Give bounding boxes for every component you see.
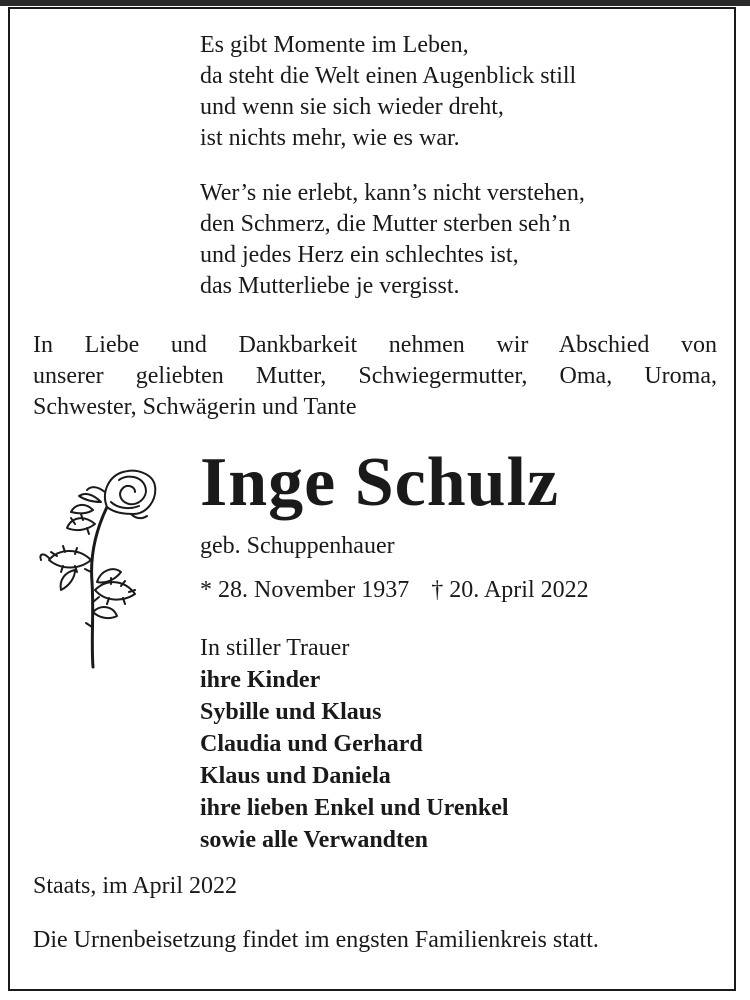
top-edge <box>0 0 750 6</box>
rose-icon <box>35 462 165 672</box>
mourner-line: Klaus und Daniela <box>200 763 391 789</box>
poem-line: Es gibt Momente im Leben, <box>200 32 469 58</box>
maiden-name: geb. Schuppenhauer <box>200 533 395 559</box>
poem-line: ist nichts mehr, wie es war. <box>200 125 460 151</box>
mourners-heading: In stiller Trauer <box>200 635 350 661</box>
intro-line: In Liebe und Dankbarkeit nehmen wir Abschied von <box>33 332 717 358</box>
mourner-line: ihre Kinder <box>200 667 321 693</box>
intro-line: Schwester, Schwägerin und Tante <box>33 394 357 420</box>
life-dates <box>200 577 589 604</box>
place-and-date: Staats, im April 2022 <box>33 873 237 899</box>
deceased-name: Inge Schulz <box>200 444 560 521</box>
mourner-line: ihre lieben Enkel und Urenkel <box>200 795 509 821</box>
poem-line: Wer’s nie erlebt, kann’s nicht verstehen, <box>200 180 585 206</box>
poem-line: das Mutterliebe je vergisst. <box>200 273 460 299</box>
birth-date: * 28. November 1937 <box>200 577 410 603</box>
mourner-line: sowie alle Verwandten <box>200 827 428 853</box>
mourner-line: Claudia und Gerhard <box>200 731 423 757</box>
poem-line: da steht die Welt einen Augenblick still <box>200 63 577 89</box>
poem-line: und jedes Herz ein schlechtes ist, <box>200 242 519 268</box>
burial-note: Die Urnenbeisetzung findet im engsten Familienkreis statt. <box>33 927 599 953</box>
mourners-block <box>200 632 509 856</box>
intro-line: unserer geliebten Mutter, Schwiegermutter, Oma, Uroma, <box>33 363 717 389</box>
poem-line: und wenn sie sich wieder dreht, <box>200 94 504 120</box>
farewell-intro <box>33 330 717 423</box>
poem-line: den Schmerz, die Mutter sterben seh’n <box>200 211 571 237</box>
death-date: † 20. April 2022 <box>431 577 589 603</box>
poem-stanza-2 <box>200 178 585 302</box>
poem-stanza-1 <box>200 30 576 154</box>
mourner-line: Sybille und Klaus <box>200 699 382 725</box>
